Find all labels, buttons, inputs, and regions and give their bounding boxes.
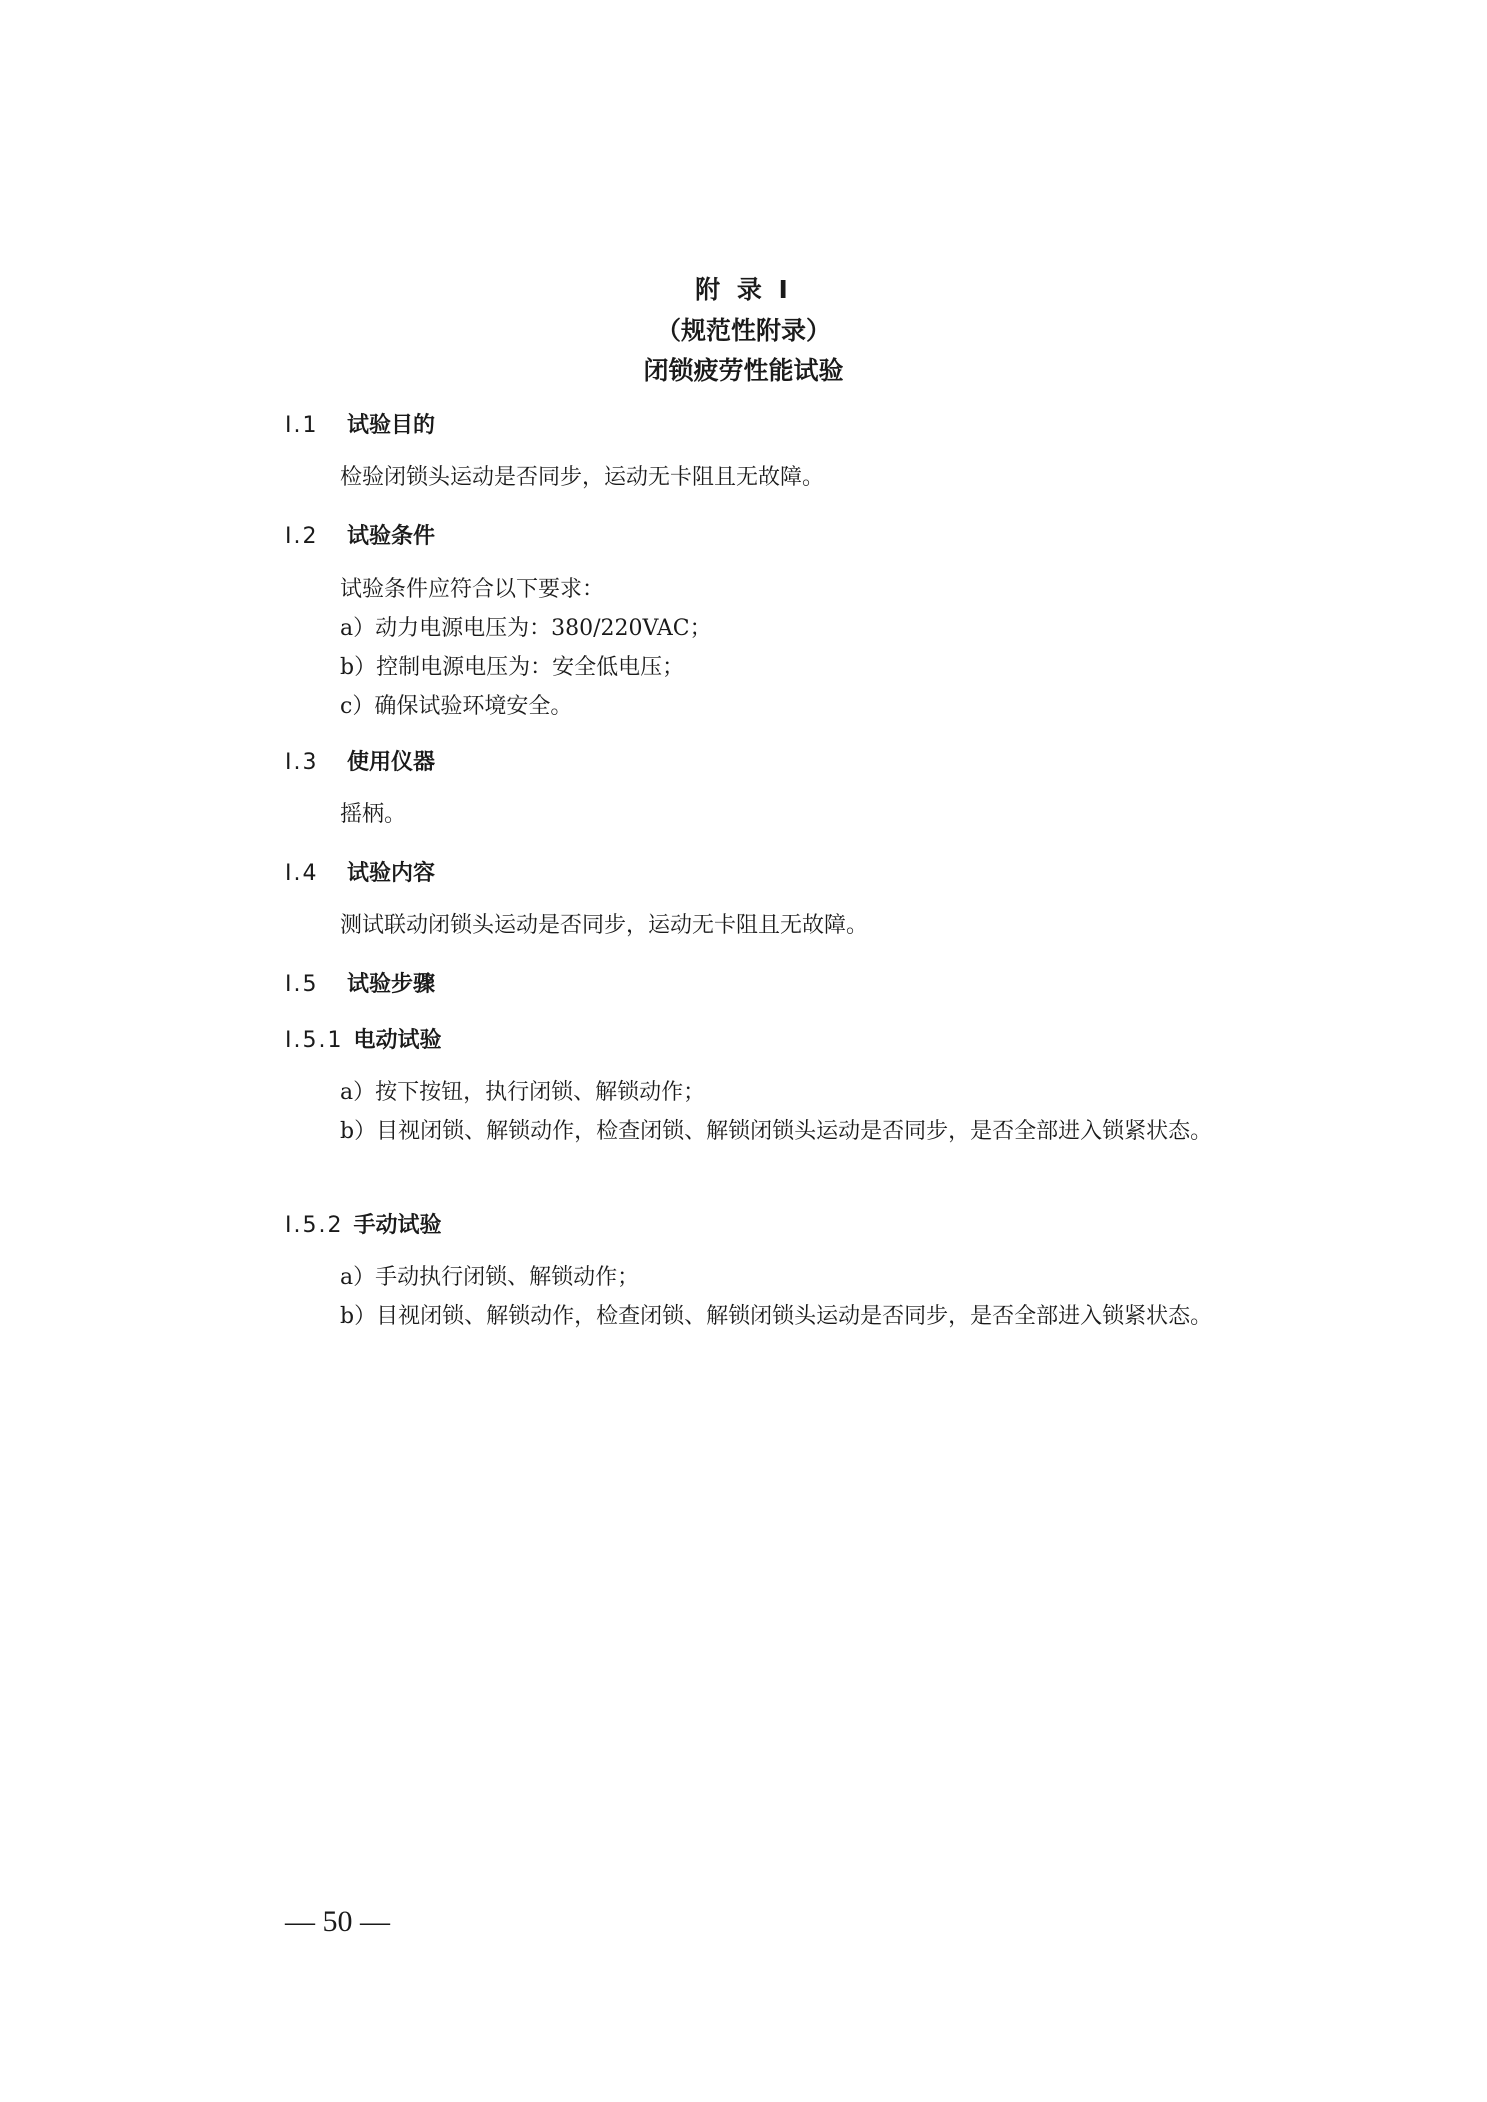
section-heading-i3 (285, 745, 435, 776)
section-number: I.4 (285, 861, 319, 886)
section-title: 试验目的 (347, 413, 436, 438)
section-number: I.5.2 (285, 1213, 344, 1238)
page-number: — 50 — (285, 1905, 390, 1938)
section-heading-i4 (285, 856, 435, 887)
paragraph: 测试联动闭锁头运动是否同步，运动无卡阻且无故障。 (340, 913, 869, 938)
list-item: a）手动执行闭锁、解锁动作； (340, 1265, 640, 1290)
section-number: I.5 (285, 972, 319, 997)
section-title: 电动试验 (353, 1028, 442, 1053)
section-title: 试验步骤 (347, 972, 436, 997)
section-number: I.3 (285, 750, 319, 775)
list-item: a）动力电源电压为：380/220VAC； (340, 616, 712, 641)
annex-title: 闭锁疲劳性能试验 (643, 356, 844, 385)
section-title: 试验内容 (347, 861, 436, 886)
list-item: b）控制电源电压为：安全低电压； (340, 655, 685, 680)
annex-label: 附 录 I (695, 275, 792, 304)
subsection-heading-i51 (285, 1023, 441, 1054)
section-heading-i5 (285, 967, 435, 998)
section-heading-i1 (285, 408, 435, 439)
list-item: b）目视闭锁、解锁动作，检查闭锁、解锁闭锁头运动是否同步，是否全部进入锁紧状态。 (340, 1119, 1213, 1144)
section-heading-i2 (285, 519, 435, 550)
section-number: I.1 (285, 413, 319, 438)
paragraph: 摇柄。 (340, 802, 407, 827)
list-item: a）按下按钮，执行闭锁、解锁动作； (340, 1080, 706, 1105)
subsection-heading-i52 (285, 1208, 441, 1239)
section-title: 使用仪器 (347, 750, 436, 775)
annex-type: （规范性附录） (655, 316, 831, 345)
paragraph: 检验闭锁头运动是否同步，运动无卡阻且无故障。 (340, 465, 825, 490)
section-number: I.5.1 (285, 1028, 344, 1053)
section-title: 试验条件 (347, 524, 436, 549)
paragraph: 试验条件应符合以下要求： (340, 577, 605, 602)
list-item: b）目视闭锁、解锁动作，检查闭锁、解锁闭锁头运动是否同步，是否全部进入锁紧状态。 (340, 1304, 1213, 1329)
section-title: 手动试验 (353, 1213, 442, 1238)
section-number: I.2 (285, 524, 319, 549)
list-item: c）确保试验环境安全。 (340, 694, 573, 719)
